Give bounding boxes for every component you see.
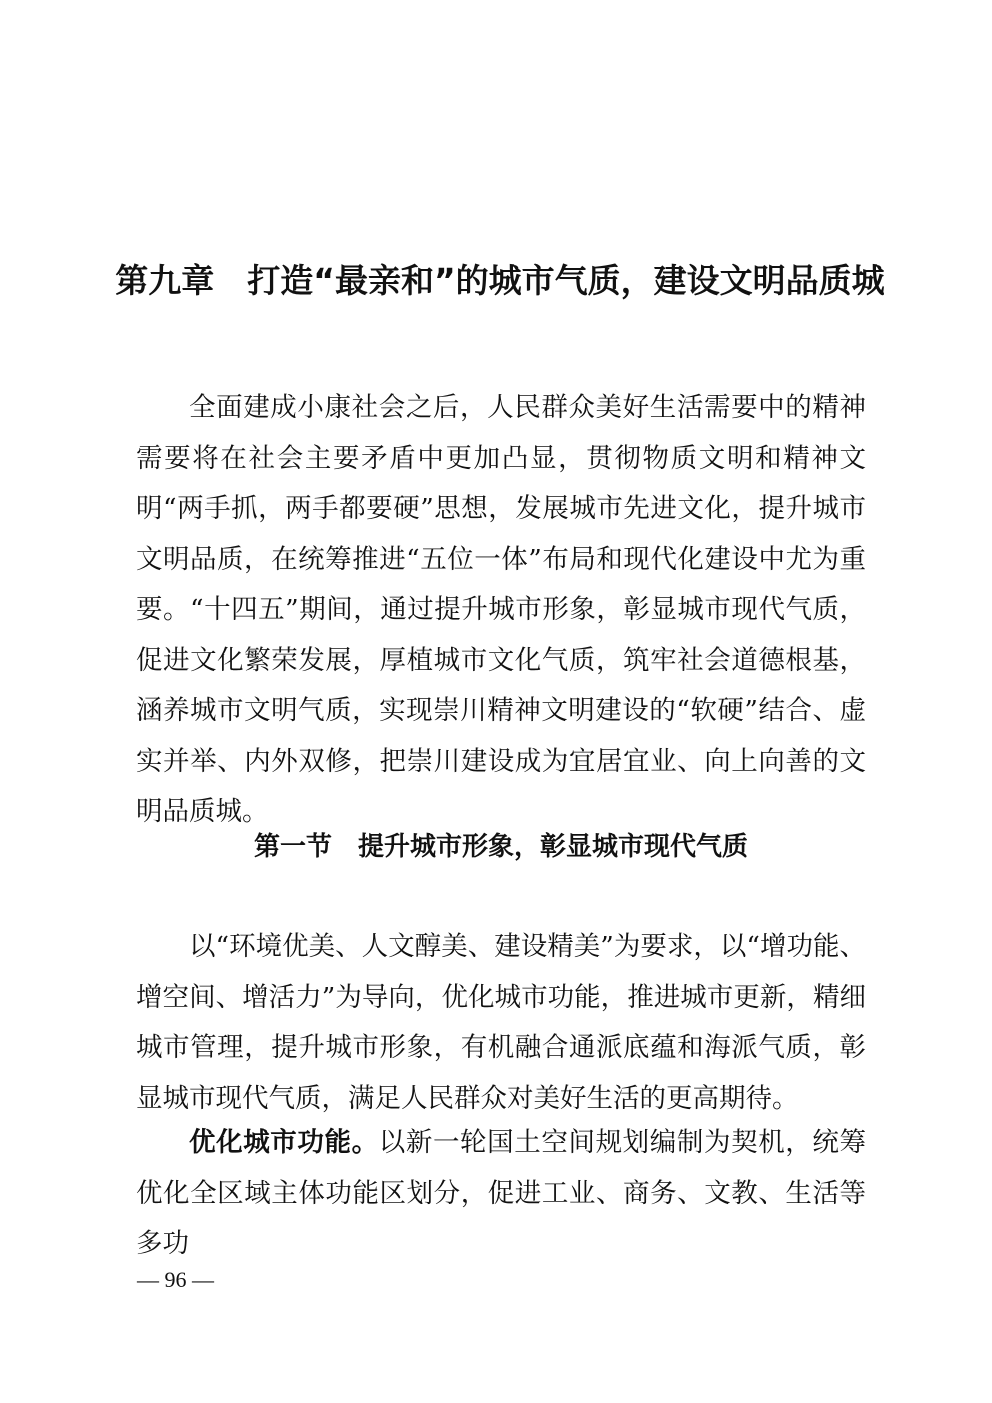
section-title: 第一节 提升城市形象，彰显城市现代气质 bbox=[253, 832, 748, 862]
page-number: — 96 — bbox=[137, 1267, 214, 1292]
section-paragraph: 以“环境优美、人文醇美、建设精美”为要求，以“增功能、增空间、增活力”为导向，优化城市功能，推进城市更新，精细城市管理，提升城市形象，有机融合通派底蕴和海派气质，彰显城市现代气质，满足人民群众对美好生活的更高期待。 bbox=[136, 931, 866, 1114]
chapter-title: 第九章 打造“最亲和”的城市气质，建设文明品质城 bbox=[115, 261, 885, 300]
lead-paragraph bbox=[136, 1118, 866, 1270]
lead-term: 优化城市功能。 bbox=[189, 1127, 379, 1158]
intro-paragraph: 全面建成小康社会之后，人民群众美好生活需要中的精神需要将在社会主要矛盾中更加凸显，贯彻物质文明和精神文明“两手抓，两手都要硬”思想，发展城市先进文化，提升城市文明品质，在统筹推进“五位一体”布局和现代化建设中尤为重要。“十四五”期间，通过提升城市形象，彰显城市现代气质，促进文化繁荣发展，厚植城市文化气质，筑牢社会道德根基，涵养城市文明气质，实现崇川精神文明建设的“软硬”结合、虚实并举、内外双修，把崇川建设成为宜居宜业、向上向善的文明品质城。 bbox=[136, 392, 866, 827]
lead-paragraph-text: 以新一轮国土空间规划编制为契机，统筹优化全区域主体功能区划分，促进工业、商务、文教、生活等多功 bbox=[136, 1127, 867, 1259]
